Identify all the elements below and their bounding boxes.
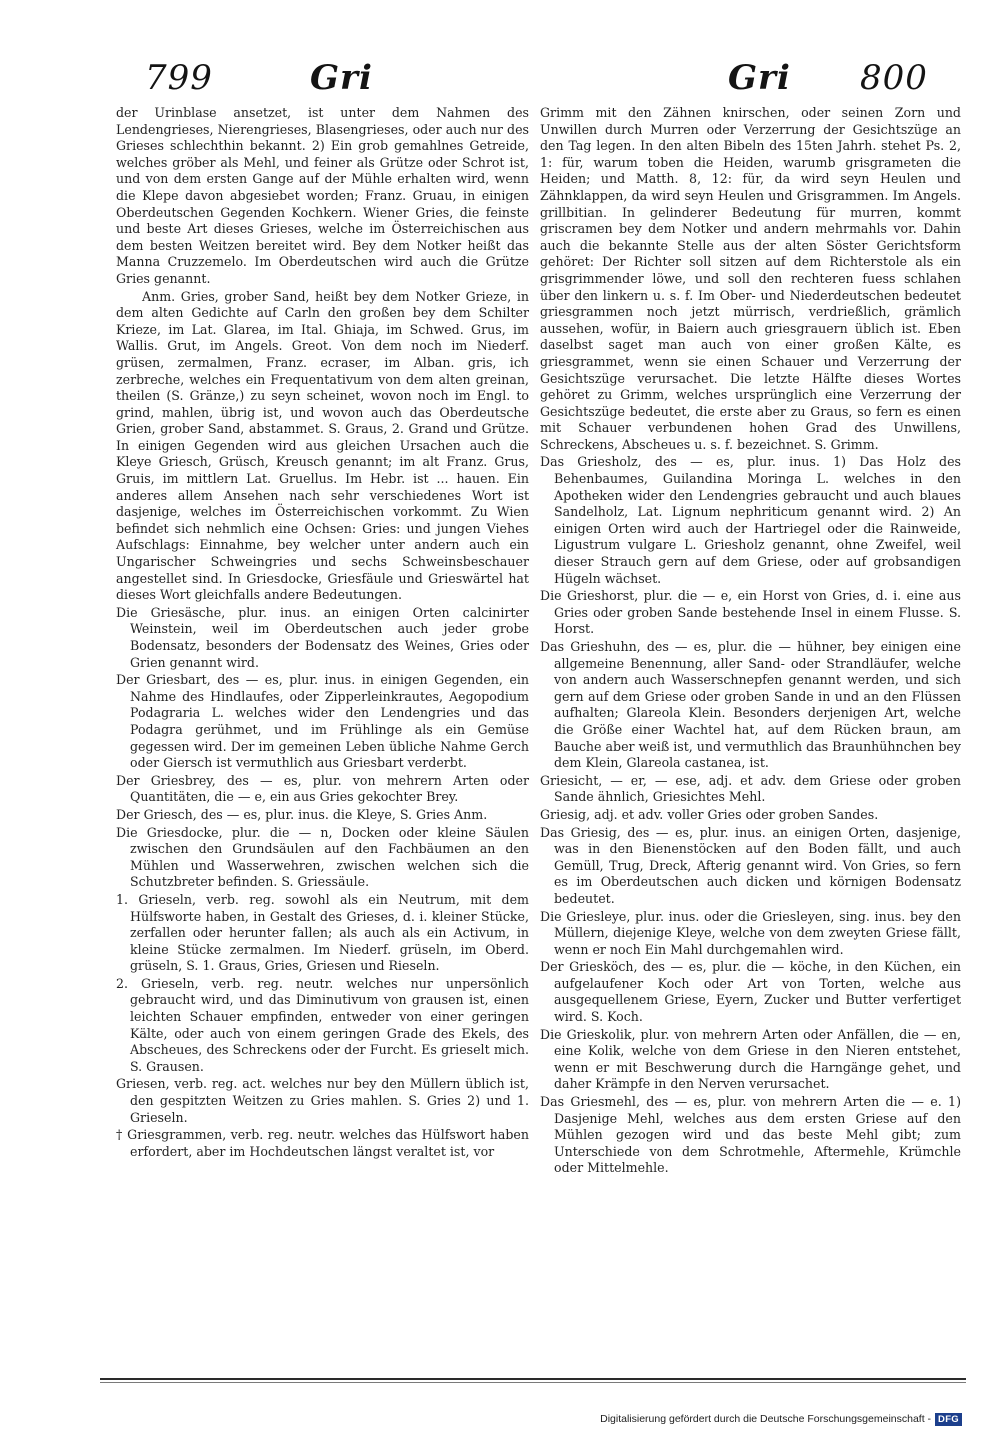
credit-text: Digitalisierung gefördert durch die Deutsche Forschungsgemeinschaft - xyxy=(600,1413,932,1425)
page-number-left: 799 xyxy=(145,58,213,98)
page-number-right: 800 xyxy=(860,58,928,98)
running-header xyxy=(0,58,1000,108)
right-column xyxy=(540,105,961,1178)
left-column xyxy=(116,105,529,1161)
entry-grieshorst: Die Grieshorst, plur. die — e, ein Horst von Gries, d. i. eine aus Gries oder groben Sande bestehende Insel in einem Flusse. S. Horst. xyxy=(540,588,961,637)
guide-word-right: Gri xyxy=(728,58,791,98)
paragraph-continuation: der Urinblase ansetzet, ist unter dem Nahmen des Lendengrieses, Nierengrieses, Blasengrieses, oder auch nur des Grieses schlechthin bekannt. 2) Ein grob gemahlnes Getreide, welches gröber als Mehl, und feiner als Grütze oder Schrot ist, und von dem ersten Gange auf der Mühle erhalten wird, wenn die Klepe davon abgesiebet worden; Franz. Gruau, in einigen Oberdeutschen Gegenden Kochkern. Wiener Gries, die feinste und beste Art dieses Grieses, welche im Österreichischen aus dem besten Weitzen bereitet wird. Bey dem Notker heißt das Manna Cruzzemelo. Im Oberdeutschen wird auch die Grütze Gries genannt. xyxy=(116,105,529,286)
entry-griesbart: Der Griesbart, des — es, plur. inus. in einigen Gegenden, ein Nahme des Hindlaufes, oder Zipperleinkrautes, Aegopodium Podagraria L. welches wider den Lendengries und das Podagra gerühmet, und im Frühlinge als ein Gemüse gegessen wird. Der im gemeinen Leben übliche Nahme Gerch oder Giersch ist vermuthlich aus Griesbart verderbt. xyxy=(116,672,529,771)
entry-grieseln-1: 1. Grieseln, verb. reg. sowohl als ein Neutrum, mit dem Hülfsworte haben, in Gestalt des Grieses, d. i. kleiner Stücke, zerfallen oder herunter fallen; als auch als ein Activum, in kleine Stücke zermalmen. Im Niederf. grüseln, im Oberd. grüseln, S. 1. Graus, Gries, Griesen und Rieseln. xyxy=(116,891,529,974)
entry-griesleye: Die Griesleye, plur. inus. oder die Griesleyen, sing. inus. bey den Müllern, diejenige Kleye, welche von dem zweyten Griese fällt, wenn er noch Ein Mahl durchgemahlen wird. xyxy=(540,908,961,957)
footer-rule xyxy=(100,1378,966,1380)
entry-griesig-adj: Griesig, adj. et adv. voller Gries oder groben Sandes. xyxy=(540,806,879,822)
paragraph-griesgrammen-cont: Grimm mit den Zähnen knirschen, oder seinen Zorn und Unwillen durch Murren oder Verzerrung der Gesichtszüge an den Tag legen. In den alten Bibeln des 15ten Jahrh. stehet Ps. 2, 1: für, warum toben die Heiden, warumb grisgrameten die Heiden; und Matth. 8, 12: für, da wird seyn Heulen und Zähnklappen, da wird seyn Heulen und Grisgrammen. Im Angels. grillbitian. In gelinderer Bedeutung für murren, kommt griscramen bey dem Notker und andern mehrmahls vor. Dahin auch die bekannte Stelle aus der alten Söster Gerichtsform gehöret: Der Richter soll sitzen auf dem Richterstole als ein grisgrimmender löwe, und soll den rechteren fuess schlahen über den linkern u. s. f. Im Ober- und Niederdeutschen bedeutet griesgrammen noch jetzt mürrisch, verdrießlich, grämlich aussehen, wofür, in Baiern auch griesgrauern üblich ist. Eben daselbst saget man auch von einer großen Kälte, es griesgrammet, wenn sie einen Schauer und Verzerrung der Gesichtszüge verursachet. Die letzte Hälfte dieses Wortes gehöret zu Grimm, welches ursprünglich eine Verzerrung der Gesichtszüge bedeutet, die erste aber zu Graus, so fern es einen mit Schauer verbundenen hohen Grad des Unwillens, Schreckens, Abscheues u. s. f. bezeichnet. S. Grimm. xyxy=(540,105,961,452)
entry-grieskolik: Die Grieskolik, plur. von mehrern Arten oder Anfällen, die — en, eine Kolik, welche von dem Griese in den Nieren entstehet, wenn er mit Beschwerung durch die Harngänge gehet, und daher Krämpfe in den Nerven verursachet. xyxy=(540,1026,961,1092)
entry-griesen: Griesen, verb. reg. act. welches nur bey den Müllern üblich ist, den gespitzten Weitzen zu Gries mahlen. S. Gries 2) und 1. Grieseln. xyxy=(116,1076,529,1125)
guide-word-left: Gri xyxy=(310,58,373,98)
entry-griesgrammen: † Griesgrammen, verb. reg. neutr. welches das Hülfswort haben erfordert, aber im Hochdeutschen längst veraltet ist, vor xyxy=(116,1127,529,1159)
entry-griesicht: Griesicht, — er, — ese, adj. et adv. dem Griese oder groben Sande ähnlich, Griesichtes Mehl. xyxy=(540,772,961,805)
paragraph-anmerkung: Anm. Gries, grober Sand, heißt bey dem Notker Grieze, in dem alten Gedichte auf Carln den großen bey dem Schilter Krieze, im Lat. Glarea, im Ital. Ghiaja, im Schwed. Grus, im Wallis. Grut, im Angels. Greot. Von dem noch im Niederf. grüsen, zermalmen, Franz. ecraser, im Alban. gris, ich zerbreche, welches ein Frequentativum von dem alten greinan, theilen (S. Gränze,) zu seyn scheinet, wovon noch im Engl. to grind, mahlen, übrig ist, und wovon auch das Oberdeutsche Grien, grober Sand, abstammet. S. Graus, 2. Grand und Grütze. In einigen Gegenden wird aus gleichen Ursachen auch die Kleye Griesch, Grüsch, Kreusch genannt; im alt Franz. Grus, Gruis, im mittlern Lat. Gruellus. Im Hebr. ist ... hauen. Ein anderes allem Ansehen nach sehr verschiedenes Wort ist dasjenige, welches im Österreichischen vorkommt. Zu Wien befindet sich nehmlich eine Ochsen: Gries: und jungen Viehes Aufschlags: Einnahme, bey welcher unter andern auch ein Ungarischer Schweingries und sechs Schweinsbeschauer angestellet sind. In Griesdocke, Griesfäule und Grieswärtel hat dieses Wort gleichfalls andere Bedeutungen. xyxy=(116,288,529,603)
footer-rule-thin xyxy=(100,1382,966,1383)
entry-grieshuhn: Das Grieshuhn, des — es, plur. die — hühner, bey einigen eine allgemeine Benennung, aller Sand- oder Strandläufer, welche von andern auch Wasserschnepfen genannt werden, und sich gern auf dem Griese oder groben Sande in und an den Flüssen aufhalten; Glareola Klein. Besonders derjenigen Art, welche die Größe einer Wachtel hat, auf dem Rücken braun, am Bauche aber weiß ist, und vermuthlich das Braunhühnchen bey dem Klein, Glareola castanea, ist. xyxy=(540,639,961,771)
entry-griesasche: Die Griesäsche, plur. inus. an einigen Orten calcinirter Weinstein, weil im Oberdeutschen auch jeder grobe Bodensatz, besonders der Bodensatz des Weines, Gries oder Grien genannt wird. xyxy=(116,604,529,670)
entry-griesmehl: Das Griesmehl, des — es, plur. von mehrern Arten die — e. 1) Dasjenige Mehl, welches aus dem ersten Griese auf den Mühlen gezogen wird und das beste Mehl gibt; zum Unterschiede von dem Schrotmehle, Aftermehle, Krümchle oder Mittelmehle. xyxy=(540,1094,961,1176)
entry-grieseln-2: 2. Grieseln, verb. reg. neutr. welches nur unpersönlich gebraucht wird, und das Diminutivum von grausen ist, einen leichten Schauer empfinden, entweder von einer geringen Kälte, oder auch von einem geringen Grade des Ekels, des Abscheues, des Schreckens oder der Furcht. Es grieselt mich. S. Grausen. xyxy=(116,975,529,1074)
entry-griesholz: Das Griesholz, des — es, plur. inus. 1) Das Holz des Behenbaumes, Guilandina Moringa L. welches in den Apotheken wider den Lendengries gebraucht und auch blaues Sandelholz, Lat. Lignum nephriticum genannt wird. 2) An einigen Orten wird auch der Hartriegel oder die Rainweide, Ligustrum vulgare L. Griesholz genannt, ohne Zweifel, weil dieser Strauch gern auf dem Griese, oder auf grobsandigen Hügeln wächset. xyxy=(540,454,961,586)
entry-grieskoch: Der Griesköch, des — es, plur. die — köche, in den Küchen, ein aufgelaufener Koch oder Art von Torten, welche aus ausgequellenem Griese, Eyern, Zucker und Butter verfertiget wird. S. Koch. xyxy=(540,959,961,1025)
digitization-credit xyxy=(600,1411,962,1427)
entry-griesbrey: Der Griesbrey, des — es, plur. von mehrern Arten oder Quantitäten, die — e, ein aus Gries gekochter Brey. xyxy=(116,772,529,805)
dfg-logo: DFG xyxy=(935,1413,962,1426)
entry-griesdocke: Die Griesdocke, plur. die — n, Docken oder kleine Säulen zwischen den Grundsäulen auf den Fachbäumen an den Mühlen und Wasserwehren, zwischen welchen sich die Schutzbreter befinden. S. Griessäule. xyxy=(116,824,529,890)
entry-griesch: Der Griesch, des — es, plur. inus. die Kleye, S. Gries Anm. xyxy=(116,806,488,822)
entry-griesig-noun: Das Griesig, des — es, plur. inus. an einigen Orten, dasjenige, was in den Bienenstöcken auf den Boden fällt, und auch Gemüll, Trug, Dreck, Afterig genannt wird. Von Gries, so fern es im Oberdeutschen auch dicken und körnigen Bodensatz bedeutet. xyxy=(540,824,961,906)
